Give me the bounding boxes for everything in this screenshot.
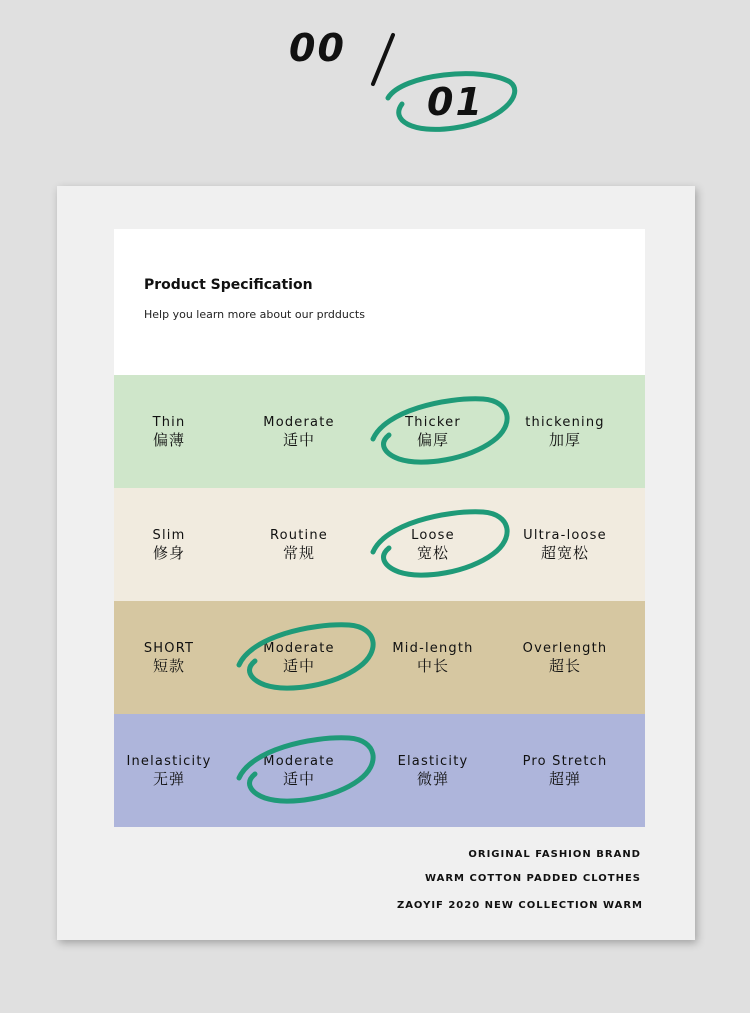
spec-option xyxy=(499,488,631,601)
option-label-zh: 常规 xyxy=(282,544,315,562)
option-label-zh: 偏薄 xyxy=(152,431,185,449)
option-label-en: Elasticity xyxy=(397,754,469,769)
option-label-en: thickening xyxy=(525,415,605,430)
spec-option xyxy=(233,601,365,714)
option-label-zh: 超宽松 xyxy=(540,544,589,562)
option-label-zh: 宽松 xyxy=(416,544,449,562)
page-number-current: 00 xyxy=(289,26,346,70)
spec-option xyxy=(367,714,499,827)
spec-subtitle: Help you learn more about our prdducts xyxy=(144,308,365,321)
option-label-en: Ultra-loose xyxy=(523,528,607,543)
spec-option xyxy=(367,601,499,714)
spec-header xyxy=(114,229,645,375)
option-label-en: Moderate xyxy=(263,415,335,430)
spec-option xyxy=(499,375,631,488)
spec-row-elasticity xyxy=(114,714,645,827)
page-indicator xyxy=(0,0,750,180)
spec-option xyxy=(233,714,365,827)
footer-brand: ORIGINAL FASHION BRAND xyxy=(468,849,641,860)
spec-option xyxy=(103,488,235,601)
option-label-en: Thin xyxy=(152,415,186,430)
spec-row-thickness xyxy=(114,375,645,488)
footer-collection: ZAOYIF 2020 NEW COLLECTION WARM xyxy=(396,900,643,911)
spec-option xyxy=(103,601,235,714)
option-label-en: Loose xyxy=(411,528,455,543)
option-label-zh: 短款 xyxy=(152,657,185,675)
footer-product: WARM COTTON PADDED CLOTHES xyxy=(425,873,641,884)
option-label-zh: 超长 xyxy=(548,657,581,675)
spec-card xyxy=(57,186,695,940)
option-label-zh: 适中 xyxy=(282,657,315,675)
option-label-zh: 微弹 xyxy=(416,770,449,788)
page-number-total: 01 xyxy=(427,80,484,124)
spec-table xyxy=(114,375,645,827)
option-label-zh: 中长 xyxy=(416,657,449,675)
spec-option xyxy=(499,714,631,827)
option-label-zh: 适中 xyxy=(282,431,315,449)
spec-row-fit xyxy=(114,488,645,601)
spec-option xyxy=(103,714,235,827)
option-label-en: Moderate xyxy=(263,641,335,656)
option-label-en: SHORT xyxy=(143,641,195,656)
spec-option xyxy=(367,375,499,488)
spec-option xyxy=(233,375,365,488)
option-label-zh: 偏厚 xyxy=(416,431,449,449)
option-label-en: Overlength xyxy=(522,641,608,656)
option-label-zh: 加厚 xyxy=(548,431,581,449)
option-label-en: Routine xyxy=(270,528,328,543)
option-label-en: Mid-length xyxy=(392,641,474,656)
spec-option xyxy=(499,601,631,714)
option-label-en: Thicker xyxy=(405,415,461,430)
spec-option xyxy=(233,488,365,601)
option-label-en: Moderate xyxy=(263,754,335,769)
option-label-en: Slim xyxy=(152,528,186,543)
spec-row-length xyxy=(114,601,645,714)
spec-option xyxy=(367,488,499,601)
option-label-en: Inelasticity xyxy=(126,754,212,769)
spec-option xyxy=(103,375,235,488)
option-label-zh: 超弹 xyxy=(548,770,581,788)
option-label-en: Pro Stretch xyxy=(522,754,608,769)
spec-title: Product Specification xyxy=(144,277,313,293)
option-label-zh: 无弹 xyxy=(152,770,185,788)
option-label-zh: 适中 xyxy=(282,770,315,788)
option-label-zh: 修身 xyxy=(152,544,185,562)
